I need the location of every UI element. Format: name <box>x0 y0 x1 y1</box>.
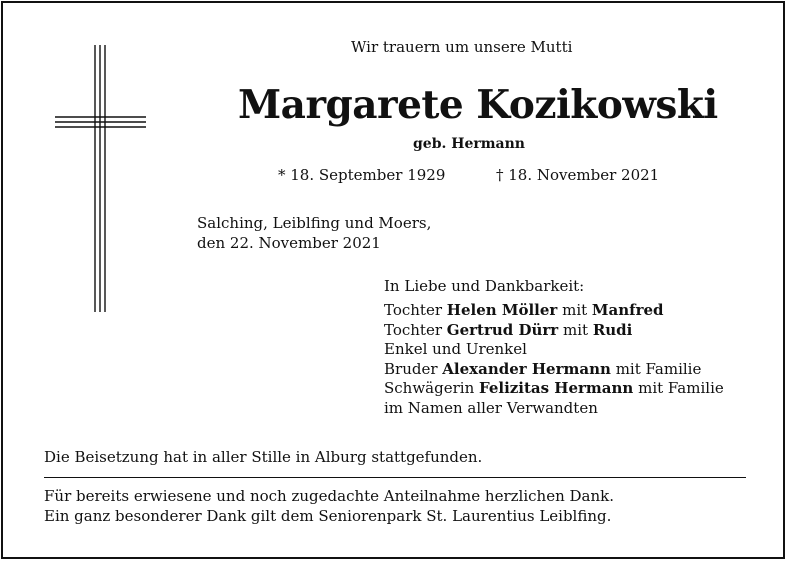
death-date: † 18. November 2021 <box>496 166 660 184</box>
relative-name: Felizitas Hermann <box>479 379 634 397</box>
closing-thanks <box>44 486 614 526</box>
relation-label: Tochter <box>384 301 447 319</box>
relation-label: Tochter <box>384 320 447 339</box>
family-list <box>384 301 724 418</box>
closing-line: Ein ganz besonderer Dank gilt dem Seniorenpark St. Laurentius Leiblfing. <box>44 507 612 525</box>
divider <box>44 477 746 478</box>
relation-label: Schwägerin <box>384 379 479 397</box>
connector-text: mit Familie <box>610 359 702 378</box>
relative-name: Alexander Hermann <box>442 359 611 378</box>
connector-text: mit Familie <box>633 379 724 397</box>
intro-line: Wir trauern um unsere Mutti <box>351 38 573 56</box>
connector-text: mit <box>557 301 592 319</box>
thanks-heading: In Liebe und Dankbarkeit: <box>384 277 585 295</box>
family-line <box>384 379 724 399</box>
relative-name: Gertrud Dürr <box>446 320 559 339</box>
place-and-date <box>197 213 431 253</box>
deceased-name: Margarete Kozikowski <box>238 82 718 128</box>
family-line <box>384 301 724 321</box>
relative-name: Helen Möller <box>446 301 558 319</box>
closing-line: Für bereits erwiesene und noch zugedachte Anteilnahme herzlichen Dank. <box>44 487 614 505</box>
family-line <box>384 360 724 380</box>
family-line: im Namen aller Verwandten <box>384 398 598 417</box>
birth-date: * 18. September 1929 <box>278 166 446 184</box>
connector-text: mit <box>558 320 593 339</box>
partner-name: Manfred <box>591 301 664 319</box>
family-line: Enkel und Urenkel <box>384 340 527 358</box>
date-line: den 22. November 2021 <box>197 234 381 252</box>
partner-name: Rudi <box>592 320 633 339</box>
place-line: Salching, Leiblfing und Moers, <box>197 214 432 232</box>
maiden-name: geb. Hermann <box>413 136 525 152</box>
burial-notice: Die Beisetzung hat in aller Stille in Alburg stattgefunden. <box>44 448 483 466</box>
relation-label: Bruder <box>384 359 443 378</box>
family-line <box>384 321 724 341</box>
